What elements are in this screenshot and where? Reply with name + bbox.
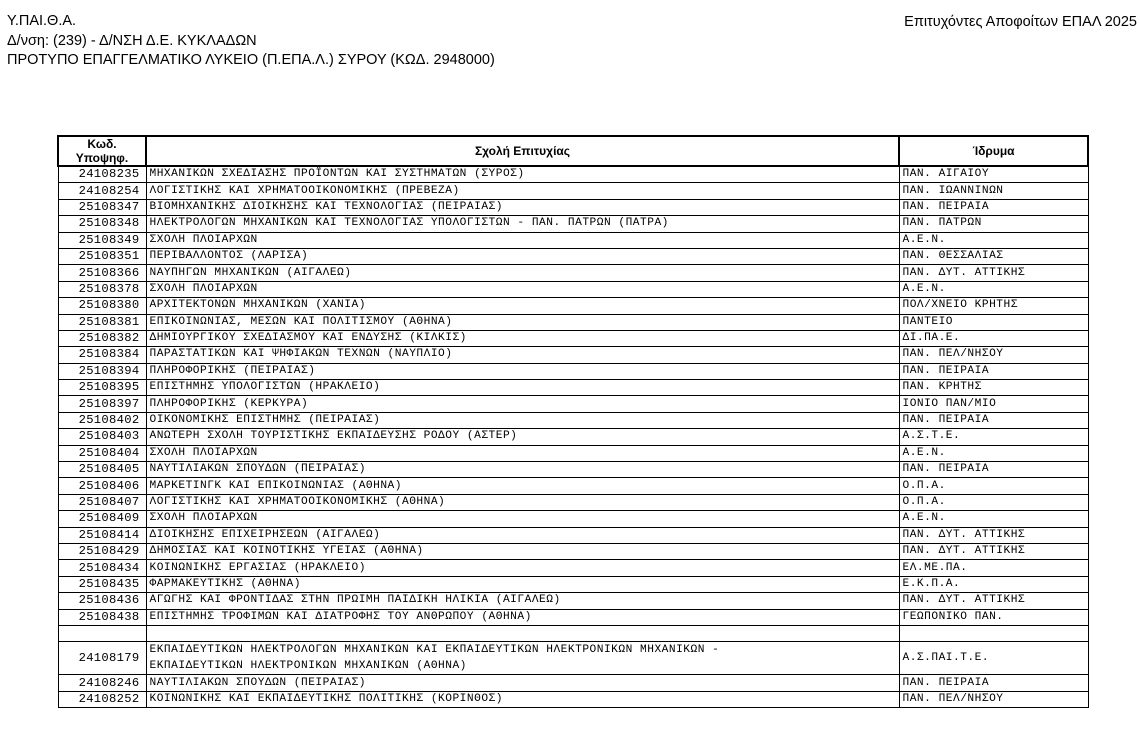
candidate-code: 25108348 [58, 216, 146, 232]
candidate-code: 25108382 [58, 330, 146, 346]
institution-name: ΠΑΝ. ΠΕΙΡΑΙΑ [899, 675, 1088, 691]
school-name: ΕΠΙΚΟΙΝΩΝΙΑΣ, ΜΕΣΩΝ ΚΑΙ ΠΟΛΙΤΙΣΜΟΥ (ΑΘΗΝΑ) [146, 314, 899, 330]
table-row [58, 347, 1088, 363]
candidate-code: 25108384 [58, 347, 146, 363]
school-name: ΚΟΙΝΩΝΙΚΗΣ ΕΡΓΑΣΙΑΣ (ΗΡΑΚΛΕΙΟ) [146, 560, 899, 576]
table-header-row [58, 136, 1088, 166]
institution-name: Α.Ε.Ν. [899, 511, 1088, 527]
institution-name: ΠΑΝ. ΠΕΙΡΑΙΑ [899, 412, 1088, 428]
school-name: ΛΟΓΙΣΤΙΚΗΣ ΚΑΙ ΧΡΗΜΑΤΟΟΙΚΟΝΟΜΙΚΗΣ (ΑΘΗΝΑ) [146, 494, 899, 510]
institution-name: ΠΑΝ. ΠΕΙΡΑΙΑ [899, 462, 1088, 478]
table-row [58, 560, 1088, 576]
candidate-code: 25108394 [58, 363, 146, 379]
school-name: ΠΛΗΡΟΦΟΡΙΚΗΣ (ΚΕΡΚΥΡΑ) [146, 396, 899, 412]
table-row [58, 298, 1088, 314]
school-name: ΑΡΧΙΤΕΚΤΟΝΩΝ ΜΗΧΑΝΙΚΩΝ (ΧΑΝΙΑ) [146, 298, 899, 314]
school-name: ΕΠΙΣΤΗΜΗΣ ΤΡΟΦΙΜΩΝ ΚΑΙ ΔΙΑΤΡΟΦΗΣ ΤΟΥ ΑΝΘΡΩΠΟΥ (ΑΘΗΝΑ) [146, 609, 899, 625]
directorate-label: Δ/νση: (239) - Δ/ΝΣΗ Δ.Ε. ΚΥΚΛΑΔΩΝ [7, 32, 257, 49]
table-row [58, 642, 1088, 675]
school-name: ΔΗΜΙΟΥΡΓΙΚΟΥ ΣΧΕΔΙΑΣΜΟΥ ΚΑΙ ΕΝΔΥΣΗΣ (ΚΙΛΚΙΣ) [146, 330, 899, 346]
institution-name: Α.Σ.ΠΑΙ.Τ.Ε. [899, 642, 1088, 675]
institution-name: Α.Ε.Ν. [899, 281, 1088, 297]
candidate-code: 25108380 [58, 298, 146, 314]
candidate-code: 25108403 [58, 429, 146, 445]
ministry-label: Υ.ΠΑΙ.Θ.Α. [7, 13, 77, 29]
table-row [58, 691, 1088, 707]
table-row [58, 609, 1088, 625]
candidate-code: 25108406 [58, 478, 146, 494]
table-row [58, 478, 1088, 494]
school-name: ΝΑΥΤΙΛΙΑΚΩΝ ΣΠΟΥΔΩΝ (ΠΕΙΡΑΙΑΣ) [146, 462, 899, 478]
table-row [58, 330, 1088, 346]
institution-name: ΠΑΝ. ΠΕΛ/ΝΗΣΟΥ [899, 691, 1088, 707]
table-row [58, 166, 1088, 183]
institution-name: ΠΑΝ. ΠΕΛ/ΝΗΣΟΥ [899, 347, 1088, 363]
candidate-code: 25108402 [58, 412, 146, 428]
school-name: ΝΑΥΤΙΛΙΑΚΩΝ ΣΠΟΥΔΩΝ (ΠΕΙΡΑΙΑΣ) [146, 675, 899, 691]
school-name: ΠΛΗΡΟΦΟΡΙΚΗΣ (ΠΕΙΡΑΙΑΣ) [146, 363, 899, 379]
candidate-code: 25108381 [58, 314, 146, 330]
institution-name: ΠΑΝ. ΑΙΓΑΙΟΥ [899, 166, 1088, 183]
candidate-code: 25108366 [58, 265, 146, 281]
school-name: ΑΝΩΤΕΡΗ ΣΧΟΛΗ ΤΟΥΡΙΣΤΙΚΗΣ ΕΚΠΑΙΔΕΥΣΗΣ ΡΟΔΟΥ (ΑΣΤΕΡ) [146, 429, 899, 445]
institution-name: ΠΟΛ/ΧΝΕΙΟ ΚΡΗΤΗΣ [899, 298, 1088, 314]
institution-name: ΠΑΝ. ΘΕΣΣΑΛΙΑΣ [899, 248, 1088, 264]
document-header [7, 12, 495, 71]
school-name: ΜΑΡΚΕΤΙΝΓΚ ΚΑΙ ΕΠΙΚΟΙΝΩΝΙΑΣ (ΑΘΗΝΑ) [146, 478, 899, 494]
school-name: ΦΑΡΜΑΚΕΥΤΙΚΗΣ (ΑΘΗΝΑ) [146, 576, 899, 592]
table-row [58, 445, 1088, 461]
candidate-code: 25108349 [58, 232, 146, 248]
table-row [58, 462, 1088, 478]
institution-name: ΠΑΝ. ΠΕΙΡΑΙΑ [899, 363, 1088, 379]
school-name: ΛΟΓΙΣΤΙΚΗΣ ΚΑΙ ΧΡΗΜΑΤΟΟΙΚΟΝΟΜΙΚΗΣ (ΠΡΕΒΕΖΑ) [146, 183, 899, 199]
table-row [58, 527, 1088, 543]
candidate-code: 25108405 [58, 462, 146, 478]
candidate-code: 25108404 [58, 445, 146, 461]
candidate-code: 25108438 [58, 609, 146, 625]
school-name: ΔΙΟΙΚΗΣΗΣ ΕΠΙΧΕΙΡΗΣΕΩΝ (ΑΙΓΑΛΕΩ) [146, 527, 899, 543]
candidate-code: 25108414 [58, 527, 146, 543]
school-name: ΚΟΙΝΩΝΙΚΗΣ ΚΑΙ ΕΚΠΑΙΔΕΥΤΙΚΗΣ ΠΟΛΙΤΙΚΗΣ (ΚΟΡΙΝΘΟΣ) [146, 691, 899, 707]
institution-name: Α.Ε.Ν. [899, 445, 1088, 461]
blank-row [58, 625, 1088, 641]
candidate-code: 25108378 [58, 281, 146, 297]
table-row [58, 543, 1088, 559]
institution-name: Ο.Π.Α. [899, 478, 1088, 494]
institution-name: ΠΑΝ. ΔΥΤ. ΑΤΤΙΚΗΣ [899, 527, 1088, 543]
table-row [58, 380, 1088, 396]
school-name [146, 642, 899, 675]
table-row [58, 363, 1088, 379]
candidate-code: 24108235 [58, 166, 146, 183]
table-row [58, 199, 1088, 215]
school-name: ΒΙΟΜΗΧΑΝΙΚΗΣ ΔΙΟΙΚΗΣΗΣ ΚΑΙ ΤΕΧΝΟΛΟΓΙΑΣ (ΠΕΙΡΑΙΑΣ) [146, 199, 899, 215]
school-name: ΝΑΥΠΗΓΩΝ ΜΗΧΑΝΙΚΩΝ (ΑΙΓΑΛΕΩ) [146, 265, 899, 281]
blank-cell [58, 625, 146, 641]
candidate-code: 25108351 [58, 248, 146, 264]
candidate-code: 25108395 [58, 380, 146, 396]
candidate-code: 25108429 [58, 543, 146, 559]
table-row [58, 412, 1088, 428]
institution-name: ΠΑΝ. ΠΕΙΡΑΙΑ [899, 199, 1088, 215]
institution-name: Ο.Π.Α. [899, 494, 1088, 510]
school-name: ΣΧΟΛΗ ΠΛΟΙΑΡΧΩΝ [146, 232, 899, 248]
table-row [58, 265, 1088, 281]
blank-cell [899, 625, 1088, 641]
column-header-school: Σχολή Επιτυχίας [146, 136, 899, 166]
table-row [58, 429, 1088, 445]
table-row [58, 183, 1088, 199]
school-name: ΑΓΩΓΗΣ ΚΑΙ ΦΡΟΝΤΙΔΑΣ ΣΤΗΝ ΠΡΩΙΜΗ ΠΑΙΔΙΚΗ ΗΛΙΚΙΑ (ΑΙΓΑΛΕΩ) [146, 593, 899, 609]
school-label: ΠΡΟΤΥΠΟ ΕΠΑΓΓΕΛΜΑΤΙΚΟ ΛΥΚΕΙΟ (Π.ΕΠΑ.Λ.) ΣΥΡΟΥ (ΚΩΔ. 2948000) [7, 52, 495, 68]
candidate-code: 24108254 [58, 183, 146, 199]
candidate-code: 25108436 [58, 593, 146, 609]
table-row [58, 216, 1088, 232]
institution-name: ΙΟΝΙΟ ΠΑΝ/ΜΙΟ [899, 396, 1088, 412]
candidate-code: 25108397 [58, 396, 146, 412]
candidate-code: 25108435 [58, 576, 146, 592]
document-title: Επιτυχόντες Αποφοίτων ΕΠΑΛ 2025 [904, 14, 1137, 30]
institution-name: ΠΑΝ. ΠΑΤΡΩΝ [899, 216, 1088, 232]
school-name-line: ΕΚΠΑΙΔΕΥΤΙΚΩΝ ΗΛΕΚΤΡΟΛΟΓΩΝ ΜΗΧΑΝΙΚΩΝ ΚΑΙ ΕΚΠΑΙΔΕΥΤΙΚΩΝ ΗΛΕΚΤΡΟΝΙΚΩΝ ΜΗΧΑΝΙΚΩΝ - [149, 644, 720, 657]
table-row [58, 675, 1088, 691]
institution-name: ΓΕΩΠΟΝΙΚΟ ΠΑΝ. [899, 609, 1088, 625]
institution-name: ΠΑΝ. ΔΥΤ. ΑΤΤΙΚΗΣ [899, 593, 1088, 609]
institution-name: ΠΑΝ. ΔΥΤ. ΑΤΤΙΚΗΣ [899, 543, 1088, 559]
table-body [58, 166, 1088, 708]
institution-name: Α.Σ.Τ.Ε. [899, 429, 1088, 445]
table-row [58, 232, 1088, 248]
table-row [58, 396, 1088, 412]
candidate-code: 25108407 [58, 494, 146, 510]
table-row [58, 281, 1088, 297]
candidate-code: 24108246 [58, 675, 146, 691]
table-row [58, 314, 1088, 330]
table-row [58, 593, 1088, 609]
table-row [58, 248, 1088, 264]
institution-name: Ε.Κ.Π.Α. [899, 576, 1088, 592]
school-name: ΠΑΡΑΣΤΑΤΙΚΩΝ ΚΑΙ ΨΗΦΙΑΚΩΝ ΤΕΧΝΩΝ (ΝΑΥΠΛΙΟ) [146, 347, 899, 363]
school-name: ΣΧΟΛΗ ΠΛΟΙΑΡΧΩΝ [146, 445, 899, 461]
school-name: ΟΙΚΟΝΟΜΙΚΗΣ ΕΠΙΣΤΗΜΗΣ (ΠΕΙΡΑΙΑΣ) [146, 412, 899, 428]
blank-cell [146, 625, 899, 641]
institution-name: Α.Ε.Ν. [899, 232, 1088, 248]
school-name: ΣΧΟΛΗ ΠΛΟΙΑΡΧΩΝ [146, 511, 899, 527]
school-name: ΜΗΧΑΝΙΚΩΝ ΣΧΕΔΙΑΣΗΣ ΠΡΟΪΟΝΤΩΝ ΚΑΙ ΣΥΣΤΗΜΑΤΩΝ (ΣΥΡΟΣ) [146, 166, 899, 183]
candidate-code: 24108252 [58, 691, 146, 707]
results-table [57, 135, 1089, 708]
institution-name: ΔΙ.ΠΑ.Ε. [899, 330, 1088, 346]
institution-name: ΠΑΝΤΕΙΟ [899, 314, 1088, 330]
school-name: ΗΛΕΚΤΡΟΛΟΓΩΝ ΜΗΧΑΝΙΚΩΝ ΚΑΙ ΤΕΧΝΟΛΟΓΙΑΣ ΥΠΟΛΟΓΙΣΤΩΝ - ΠΑΝ. ΠΑΤΡΩΝ (ΠΑΤΡΑ) [146, 216, 899, 232]
column-header-code: Κωδ. Υποψηφ. [58, 136, 146, 166]
school-name: ΣΧΟΛΗ ΠΛΟΙΑΡΧΩΝ [146, 281, 899, 297]
candidate-code: 25108409 [58, 511, 146, 527]
table-row [58, 494, 1088, 510]
school-name-line: ΕΚΠΑΙΔΕΥΤΙΚΩΝ ΗΛΕΚΤΡΟΝΙΚΩΝ ΜΗΧΑΝΙΚΩΝ (ΑΘΗΝΑ) [149, 660, 467, 673]
candidate-code: 25108347 [58, 199, 146, 215]
table-row [58, 511, 1088, 527]
school-name: ΔΗΜΟΣΙΑΣ ΚΑΙ ΚΟΙΝΟΤΙΚΗΣ ΥΓΕΙΑΣ (ΑΘΗΝΑ) [146, 543, 899, 559]
institution-name: ΠΑΝ. ΚΡΗΤΗΣ [899, 380, 1088, 396]
institution-name: ΕΛ.ΜΕ.ΠΑ. [899, 560, 1088, 576]
candidate-code: 25108434 [58, 560, 146, 576]
table-row [58, 576, 1088, 592]
column-header-institution: Ίδρυμα [899, 136, 1088, 166]
candidate-code: 24108179 [58, 642, 146, 675]
school-name: ΠΕΡΙΒΑΛΛΟΝΤΟΣ (ΛΑΡΙΣΑ) [146, 248, 899, 264]
school-name: ΕΠΙΣΤΗΜΗΣ ΥΠΟΛΟΓΙΣΤΩΝ (ΗΡΑΚΛΕΙΟ) [146, 380, 899, 396]
institution-name: ΠΑΝ. ΙΩΑΝΝΙΝΩΝ [899, 183, 1088, 199]
institution-name: ΠΑΝ. ΔΥΤ. ΑΤΤΙΚΗΣ [899, 265, 1088, 281]
